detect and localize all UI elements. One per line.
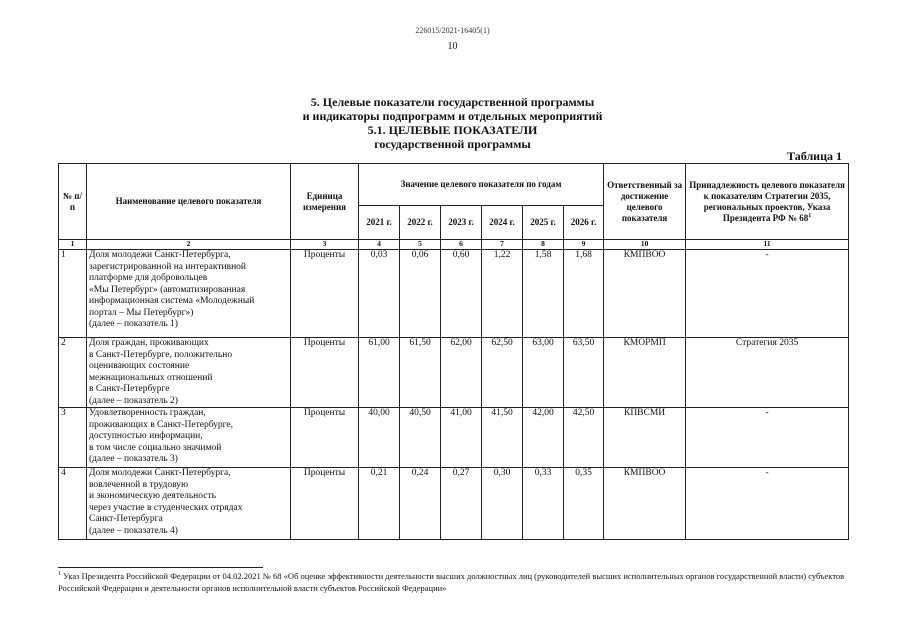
- footnote-separator: [58, 567, 263, 568]
- indicator-name: [87, 408, 291, 468]
- header-year-2023: 2023 г.: [441, 206, 482, 240]
- value-2024: 41,50: [482, 408, 523, 468]
- value-2023: 0,27: [441, 468, 482, 540]
- value-2024: 62,50: [482, 338, 523, 408]
- indicator-name-line: зарегистрированной на интерактивной: [89, 261, 246, 272]
- value-2021: 0,03: [359, 250, 400, 338]
- responsible-cell: КМПВОО: [604, 468, 686, 540]
- indicator-name-line: в том числе социально значимой: [89, 442, 222, 453]
- indicator-name-line: (далее – показатель 2): [89, 395, 178, 406]
- indicator-name-line: доступностью информации,: [89, 431, 203, 441]
- indicator-name-line: вовлеченной в трудовую: [89, 479, 189, 490]
- value-2024: 1,22: [482, 250, 523, 338]
- table-label: Таблица 1: [787, 149, 842, 163]
- responsible-cell: КМПВОО: [604, 250, 686, 338]
- value-2022: 0,24: [400, 468, 441, 540]
- title-line-2: и индикаторы подпрограмм и отдельных мероприятий: [302, 109, 603, 123]
- indicator-name: [87, 338, 291, 408]
- indicator-name-line: информационная система «Молодежный: [89, 296, 255, 306]
- header-num: № п/п: [59, 164, 87, 240]
- header-values-group: Значение целевого показателя по годам: [359, 164, 604, 206]
- belonging-cell: Стратегия 2035: [686, 338, 849, 408]
- header-name: Наименование целевого показателя: [87, 164, 291, 240]
- value-2026: 0,35: [564, 468, 604, 540]
- header-unit: Единица измерения: [291, 164, 359, 240]
- value-2025: 1,58: [523, 250, 564, 338]
- value-2021: 0,21: [359, 468, 400, 540]
- section-title: [200, 95, 705, 151]
- indicator-name-line: через участие в студенческих отрядах: [89, 502, 243, 513]
- title-line-4: государственной программы: [374, 137, 531, 151]
- indicator-name-line: оценивающих состояние: [89, 361, 190, 371]
- indicator-name-line: Удовлетворенность граждан,: [89, 408, 206, 418]
- indicator-name-line: Доля молодежи Санкт-Петербурга,: [89, 468, 231, 478]
- indicator-name: [87, 250, 291, 338]
- document-number: 226015/2021-16405(1): [415, 26, 490, 35]
- column-number: 9: [564, 240, 604, 250]
- row-number: 3: [59, 408, 87, 468]
- indicator-name-line: «Мы Петербург» (автоматизированная: [89, 284, 246, 295]
- title-line-1: 5. Целевые показатели государственной программы: [310, 95, 595, 109]
- belonging-cell: -: [686, 250, 849, 338]
- header-belonging-text: Принадлежность целевого показателя к показателям Стратегии 2035, региональных проектов, Указа Президента РФ № 68: [689, 179, 845, 223]
- indicator-name: [87, 468, 291, 540]
- header-year-2024: 2024 г.: [482, 206, 523, 240]
- indicator-name-line: (далее – показатель 3): [89, 454, 178, 464]
- indicator-name-line: (далее – показатель 4): [89, 525, 178, 536]
- page-number: 10: [447, 41, 458, 52]
- value-2026: 63,50: [564, 338, 604, 408]
- table-row: [59, 250, 849, 338]
- value-2025: 63,00: [523, 338, 564, 408]
- footnote-mark: 1: [58, 571, 61, 578]
- header-year-2022: 2022 г.: [400, 206, 441, 240]
- header-year-2025: 2025 г.: [523, 206, 564, 240]
- value-2023: 62,00: [441, 338, 482, 408]
- unit-cell: Проценты: [291, 250, 359, 338]
- header-responsible: Ответственный за достижение целевого показателя: [604, 164, 686, 240]
- value-2025: 42,00: [523, 408, 564, 468]
- footnote: [58, 570, 848, 594]
- column-number: 5: [400, 240, 441, 250]
- value-2025: 0,33: [523, 468, 564, 540]
- value-2023: 0,60: [441, 250, 482, 338]
- unit-cell: Проценты: [291, 408, 359, 468]
- row-number: 2: [59, 338, 87, 408]
- column-number: 6: [441, 240, 482, 250]
- responsible-cell: КМОРМП: [604, 338, 686, 408]
- column-number: 4: [359, 240, 400, 250]
- value-2022: 61,50: [400, 338, 441, 408]
- column-number: 2: [87, 240, 291, 250]
- indicator-name-line: платформе для добровольцев: [89, 273, 208, 283]
- column-number-row: [59, 240, 849, 250]
- row-number: 1: [59, 250, 87, 338]
- indicator-name-line: Санкт-Петербурга: [89, 514, 163, 524]
- indicator-name-line: портал – Мы Петербург»): [89, 307, 194, 318]
- indicator-name-line: Доля граждан, проживающих: [89, 338, 209, 348]
- table-row: [59, 338, 849, 408]
- column-number: 10: [604, 240, 686, 250]
- indicator-name-line: проживающих в Санкт-Петербурге,: [89, 419, 234, 430]
- responsible-cell: КПВСМИ: [604, 408, 686, 468]
- column-number: 11: [686, 240, 849, 250]
- footnote-ref: 1: [808, 212, 812, 219]
- value-2023: 41,00: [441, 408, 482, 468]
- indicator-name-line: и экономическую деятельность: [89, 491, 216, 501]
- indicator-name-line: в Санкт-Петербурге: [89, 384, 170, 394]
- header-year-2021: 2021 г.: [359, 206, 400, 240]
- column-number: 8: [523, 240, 564, 250]
- value-2022: 0,06: [400, 250, 441, 338]
- indicator-name-line: (далее – показатель 1): [89, 319, 178, 329]
- indicator-name-line: межнациональных отношений: [89, 372, 213, 383]
- title-line-3: 5.1. ЦЕЛЕВЫЕ ПОКАЗАТЕЛИ: [367, 123, 538, 137]
- belonging-cell: -: [686, 408, 849, 468]
- target-indicators-table: [58, 163, 849, 540]
- value-2021: 40,00: [359, 408, 400, 468]
- value-2021: 61,00: [359, 338, 400, 408]
- unit-cell: Проценты: [291, 338, 359, 408]
- value-2022: 40,50: [400, 408, 441, 468]
- value-2026: 1,68: [564, 250, 604, 338]
- table-row: [59, 468, 849, 540]
- unit-cell: Проценты: [291, 468, 359, 540]
- header-belonging: [686, 164, 849, 240]
- column-number: 7: [482, 240, 523, 250]
- value-2024: 0,30: [482, 468, 523, 540]
- footnote-text: Указ Президента Российской Федерации от 04.02.2021 № 68 «Об оценке эффективности деятельности высших должностных лиц (руководителей высших исполнительных органов государственной власти) субъектов Российской Федерации и деятельности органов исполнительной власти субъектов Российской Федерации»: [58, 571, 845, 593]
- value-2026: 42,50: [564, 408, 604, 468]
- indicator-name-line: Доля молодежи Санкт-Петербурга,: [89, 250, 231, 260]
- column-number: 3: [291, 240, 359, 250]
- belonging-cell: -: [686, 468, 849, 540]
- header-year-2026: 2026 г.: [564, 206, 604, 240]
- table-row: [59, 408, 849, 468]
- indicator-name-line: в Санкт-Петербурге, положительно: [89, 349, 233, 360]
- row-number: 4: [59, 468, 87, 540]
- column-number: 1: [59, 240, 87, 250]
